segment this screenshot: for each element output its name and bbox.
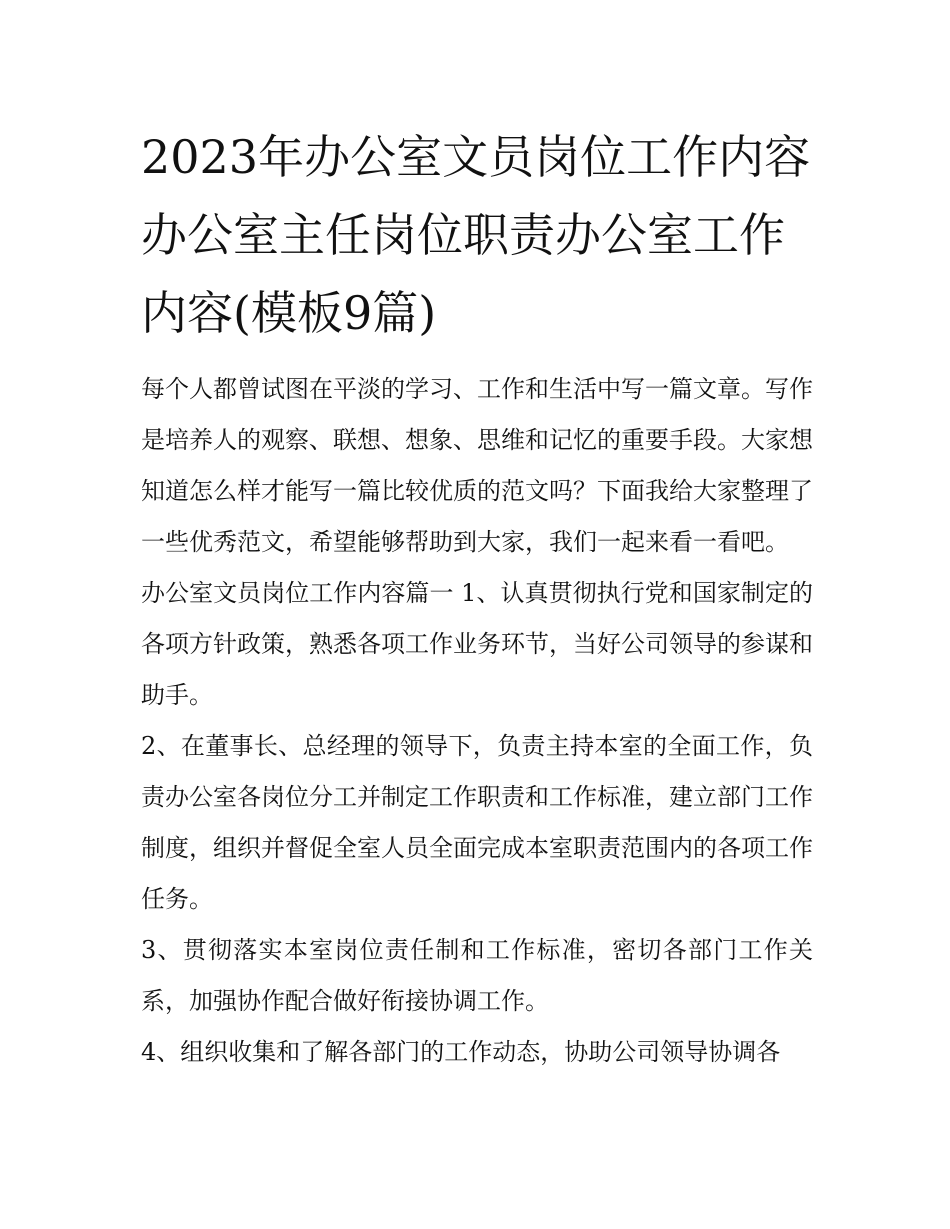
item-3-paragraph: 3、贯彻落实本室岗位责任制和工作标准，密切各部门工作关系，加强协作配合做好衔接协调工作。 <box>141 936 813 1015</box>
intro-paragraph: 每个人都曾试图在平淡的学习、工作和生活中写一篇文章。写作是培养人的观察、联想、想象、思维和记忆的重要手段。大家想知道怎么样才能写一篇比较优质的范文吗？下面我给大家整理了一些优秀范文，希望能够帮助到大家，我们一起来看一看吧。 <box>141 375 813 556</box>
section-one-paragraph: 办公室文员岗位工作内容篇一 1、认真贯彻执行党和国家制定的各项方针政策，熟悉各项工作业务环节，当好公司领导的参谋和助手。 <box>141 579 813 709</box>
item-2-paragraph: 2、在董事长、总经理的领导下，负责主持本室的全面工作，负责办公室各岗位分工并制定工作职责和工作标准，建立部门工作制度，组织并督促全室人员全面完成本室职责范围内的各项工作任务。 <box>141 732 813 913</box>
document-title: 2023年办公室文员岗位工作内容 办公室主任岗位职责办公室工作内容(模板9篇) <box>141 130 811 340</box>
document-body <box>141 364 813 1078</box>
item-4-paragraph: 4、组织收集和了解各部门的工作动态，协助公司领导协调各 <box>141 1038 781 1066</box>
document-page <box>141 118 813 1078</box>
